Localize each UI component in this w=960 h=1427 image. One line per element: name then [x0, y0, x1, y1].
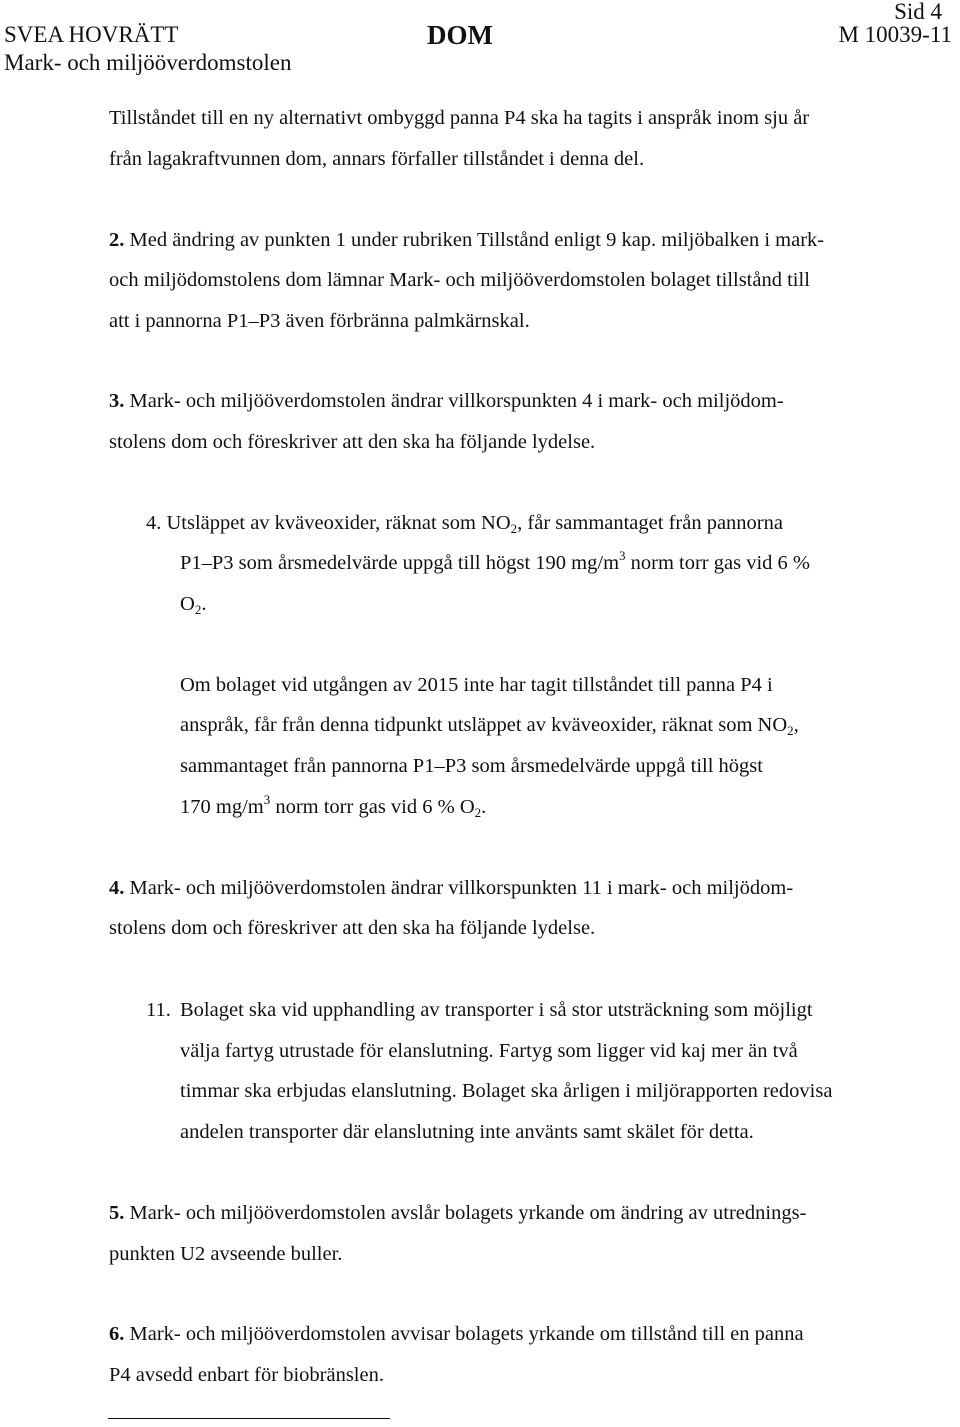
- document-type: DOM: [427, 20, 493, 50]
- condition-11-line-2: välja fartyg utrustade för elanslutning. Fartyg som ligger vid kaj mer än två: [180, 1040, 798, 1062]
- item-2-line-3: att i pannorna P1–P3 även förbränna palmkärnskal.: [109, 310, 530, 332]
- item-3-line-2: stolens dom och föreskriver att den ska ha följande lydelse.: [109, 431, 596, 453]
- condition-4-line-3: $O_2$.: [180, 593, 207, 617]
- intro-line-2: från lagakraftvunnen dom, annars förfaller tillståndet i denna del.: [109, 148, 645, 170]
- item-5-text: Mark- och miljööverdomstolen avslår bolagets yrkande om ändring av utrednings-: [124, 1202, 807, 1224]
- item-2-line-1: [109, 228, 824, 252]
- page-number: Sid 4: [894, 0, 942, 24]
- item-6-number: 6.: [109, 1323, 125, 1345]
- item-4-number: 4.: [109, 877, 125, 899]
- condition-11-line-4: andelen transporter där elanslutning inte använts samt skälet för detta.: [180, 1121, 754, 1143]
- item-3-text: Mark- och miljööverdomstolen ändrar villkorspunkten 4 i mark- och miljödom-: [124, 390, 784, 412]
- item-5-number: 5.: [109, 1202, 125, 1224]
- condition-4b-line-1: Om bolaget vid utgången av 2015 inte har tagit tillståndet till panna P4 i: [180, 674, 773, 696]
- intro-line-1: Tillståndet till en ny alternativt ombyggd panna P4 ska ha tagits i anspråk inom sju år: [109, 107, 810, 129]
- item-6-text: Mark- och miljööverdomstolen avvisar bolagets yrkande om tillstånd till en panna: [124, 1323, 804, 1345]
- closing-rule: [108, 1418, 390, 1419]
- item-4-text: Mark- och miljööverdomstolen ändrar villkorspunkten 11 i mark- och miljödom-: [124, 877, 794, 899]
- item-4-line-2: stolens dom och föreskriver att den ska ha följande lydelse.: [109, 917, 596, 939]
- condition-4b-line-2: anspråk, får från denna tidpunkt utsläppet av kväveoxider, räknat som $NO_2$,: [180, 714, 799, 738]
- condition-11-line-1: Bolaget ska vid upphandling av transporter i så stor utsträckning som möjligt: [180, 999, 813, 1021]
- item-3-number: 3.: [109, 390, 125, 412]
- condition-4-line-2: P1–P3 som årsmedelvärde uppgå till högst 190 $mg/m^3$ norm torr gas vid 6 %: [180, 548, 810, 574]
- item-4-line-1: [109, 876, 793, 900]
- item-6-line-1: [109, 1322, 804, 1346]
- item-5-line-1: [109, 1201, 806, 1225]
- condition-4-line-1: 4. Utsläppet av kväveoxider, räknat som $NO_2$, får sammantaget från pannorna: [146, 512, 783, 536]
- item-6-line-2: P4 avsedd enbart för biobränslen.: [109, 1364, 384, 1386]
- condition-4b-line-3: sammantaget från pannorna P1–P3 som årsmedelvärde uppgå till högst: [180, 755, 763, 777]
- item-5-line-2: punkten U2 avseende buller.: [109, 1243, 343, 1265]
- item-3-line-1: [109, 389, 784, 413]
- item-2-text: Med ändring av punkten 1 under rubriken Tillstånd enligt 9 kap. miljöbalken i mark-: [124, 229, 825, 251]
- court-name: SVEA HOVRÄTT: [4, 22, 179, 47]
- item-2-number: 2.: [109, 229, 125, 251]
- condition-11-number: 11.: [146, 999, 171, 1021]
- case-number: M 10039-11: [838, 22, 952, 47]
- court-division: Mark- och miljööverdomstolen: [4, 50, 292, 75]
- condition-11-line-3: timmar ska erbjudas elanslutning. Bolaget ska årligen i miljörapporten redovisa: [180, 1080, 833, 1102]
- condition-4b-line-4: 170 $mg/m^3$ norm torr gas vid 6 % $O_2$.: [180, 792, 487, 820]
- item-2-line-2: och miljödomstolens dom lämnar Mark- och miljööverdomstolen bolaget tillstånd till: [109, 269, 810, 291]
